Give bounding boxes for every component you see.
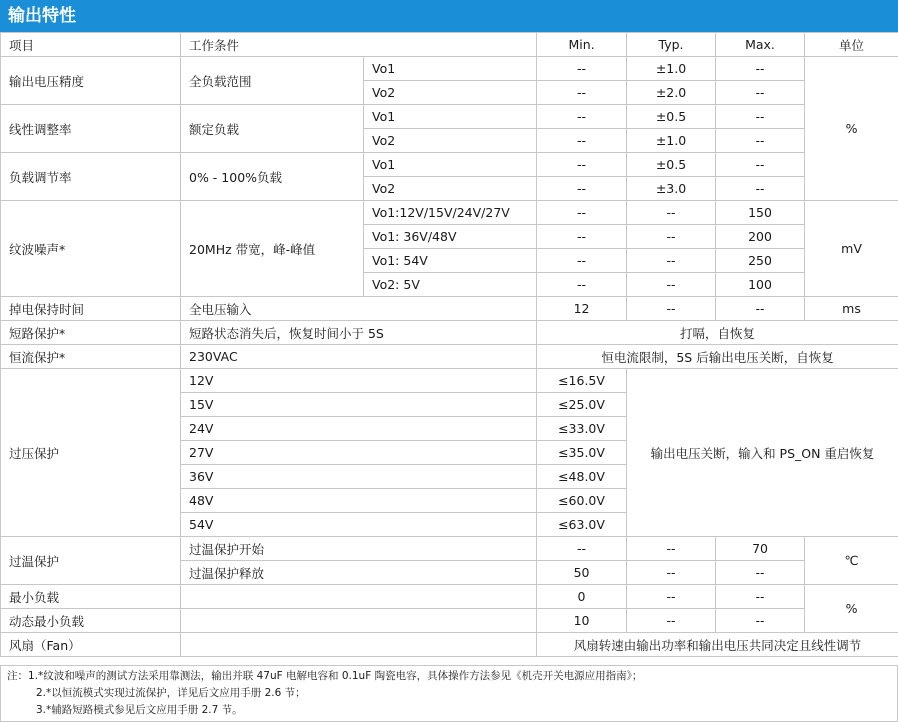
sub-condition: Vo1	[364, 105, 537, 129]
row-condition	[181, 585, 537, 609]
limit-value: ≤33.0V	[537, 417, 627, 441]
min-value: --	[537, 225, 627, 249]
max-value: --	[716, 177, 805, 201]
row-result: 风扇转速由输出功率和输出电压共同决定且线性调节	[537, 633, 898, 657]
row-label: 线性调整率	[1, 105, 181, 153]
min-value: --	[537, 249, 627, 273]
header-row	[1, 33, 898, 57]
row-label: 恒流保护*	[1, 345, 181, 369]
typ-value: ±2.0	[627, 81, 716, 105]
row-label: 短路保护*	[1, 321, 181, 345]
typ-value: ±3.0	[627, 177, 716, 201]
unit-value: mV	[805, 201, 898, 297]
min-value: --	[537, 201, 627, 225]
max-value: 150	[716, 201, 805, 225]
limit-value: ≤60.0V	[537, 489, 627, 513]
footnote: 3.*辅路短路模式参见后文应用手册 2.7 节。	[36, 704, 243, 716]
row-condition: 短路状态消失后，恢复时间小于 5S	[181, 321, 537, 345]
table-row	[1, 201, 898, 225]
min-value: 50	[537, 561, 627, 585]
header-condition: 工作条件	[181, 33, 537, 57]
unit-value: ℃	[805, 537, 898, 585]
min-value: --	[537, 177, 627, 201]
table-row	[1, 609, 898, 633]
row-label: 输出电压精度	[1, 57, 181, 105]
row-result: 输出电压关断，输入和 PS_ON 重启恢复	[627, 369, 898, 537]
unit-value: %	[805, 585, 898, 633]
sub-condition: Vo2	[364, 177, 537, 201]
sub-condition: Vo2: 5V	[364, 273, 537, 297]
limit-value: ≤25.0V	[537, 393, 627, 417]
row-condition: 全负载范围	[181, 57, 364, 105]
row-label: 负载调节率	[1, 153, 181, 201]
section-title: 输出特性	[0, 0, 898, 32]
typ-value: --	[627, 297, 716, 321]
typ-value: --	[627, 537, 716, 561]
row-condition: 20MHz 带宽，峰-峰值	[181, 201, 364, 297]
table-row	[1, 57, 898, 81]
sub-condition: 过温保护开始	[181, 537, 537, 561]
sub-condition: 12V	[181, 369, 537, 393]
sub-condition: Vo2	[364, 129, 537, 153]
min-value: --	[537, 273, 627, 297]
typ-value: --	[627, 585, 716, 609]
limit-value: ≤48.0V	[537, 465, 627, 489]
max-value: --	[716, 57, 805, 81]
max-value: --	[716, 561, 805, 585]
sub-condition: Vo1	[364, 57, 537, 81]
min-value: --	[537, 537, 627, 561]
typ-value: ±0.5	[627, 105, 716, 129]
header-typ: Typ.	[627, 33, 716, 57]
row-label: 掉电保持时间	[1, 297, 181, 321]
table-row	[1, 321, 898, 345]
table-row	[1, 153, 898, 177]
output-spec-table	[0, 32, 898, 657]
table-row	[1, 537, 898, 561]
row-label: 纹波噪声*	[1, 201, 181, 297]
sub-condition: 27V	[181, 441, 537, 465]
sub-condition: Vo1: 54V	[364, 249, 537, 273]
footnote: 注：1.*纹波和噪声的测试方法采用靠测法，输出并联 47uF 电解电容和 0.1uF 陶瓷电容，具体操作方法参见《机壳开关电源应用指南》；	[7, 670, 643, 682]
min-value: 10	[537, 609, 627, 633]
max-value: --	[716, 585, 805, 609]
min-value: --	[537, 129, 627, 153]
unit-value: ms	[805, 297, 898, 321]
row-label: 最小负载	[1, 585, 181, 609]
table-row	[1, 345, 898, 369]
sub-condition: 15V	[181, 393, 537, 417]
header-min: Min.	[537, 33, 627, 57]
min-value: --	[537, 57, 627, 81]
table-row	[1, 297, 898, 321]
max-value: --	[716, 81, 805, 105]
row-condition: 额定负载	[181, 105, 364, 153]
sub-condition: 54V	[181, 513, 537, 537]
max-value: --	[716, 297, 805, 321]
header-max: Max.	[716, 33, 805, 57]
sub-condition: Vo1	[364, 153, 537, 177]
min-value: --	[537, 81, 627, 105]
max-value: 100	[716, 273, 805, 297]
table-row	[1, 633, 898, 657]
row-result: 恒电流限制，5S 后输出电压关断，自恢复	[537, 345, 898, 369]
typ-value: --	[627, 225, 716, 249]
unit-value: %	[805, 57, 898, 201]
typ-value: ±1.0	[627, 57, 716, 81]
limit-value: ≤35.0V	[537, 441, 627, 465]
limit-value: ≤16.5V	[537, 369, 627, 393]
row-condition: 0% - 100%负载	[181, 153, 364, 201]
max-value: 200	[716, 225, 805, 249]
row-condition	[181, 633, 537, 657]
table-row	[1, 585, 898, 609]
typ-value: ±1.0	[627, 129, 716, 153]
row-label: 动态最小负载	[1, 609, 181, 633]
sub-condition: 过温保护释放	[181, 561, 537, 585]
sub-condition: Vo2	[364, 81, 537, 105]
typ-value: --	[627, 201, 716, 225]
typ-value: --	[627, 561, 716, 585]
header-unit: 单位	[805, 33, 898, 57]
max-value: --	[716, 129, 805, 153]
row-result: 打嗝，自恢复	[537, 321, 898, 345]
table-row	[1, 105, 898, 129]
typ-value: --	[627, 273, 716, 297]
min-value: --	[537, 105, 627, 129]
sub-condition: 24V	[181, 417, 537, 441]
max-value: 250	[716, 249, 805, 273]
max-value: --	[716, 153, 805, 177]
min-value: 12	[537, 297, 627, 321]
header-item: 项目	[1, 33, 181, 57]
min-value: 0	[537, 585, 627, 609]
row-condition: 230VAC	[181, 345, 537, 369]
row-label: 过压保护	[1, 369, 181, 537]
row-label: 风扇（Fan）	[1, 633, 181, 657]
sub-condition: Vo1: 36V/48V	[364, 225, 537, 249]
table-row	[1, 369, 898, 393]
sub-condition: 48V	[181, 489, 537, 513]
row-condition: 全电压输入	[181, 297, 537, 321]
typ-value: --	[627, 609, 716, 633]
typ-value: ±0.5	[627, 153, 716, 177]
sub-condition: Vo1:12V/15V/24V/27V	[364, 201, 537, 225]
row-label: 过温保护	[1, 537, 181, 585]
max-value: --	[716, 105, 805, 129]
max-value: 70	[716, 537, 805, 561]
typ-value: --	[627, 249, 716, 273]
max-value: --	[716, 609, 805, 633]
min-value: --	[537, 153, 627, 177]
footnote: 2.*以恒流模式实现过流保护，详见后文应用手册 2.6 节；	[36, 687, 306, 699]
row-condition	[181, 609, 537, 633]
sub-condition: 36V	[181, 465, 537, 489]
limit-value: ≤63.0V	[537, 513, 627, 537]
footnotes	[0, 665, 898, 722]
